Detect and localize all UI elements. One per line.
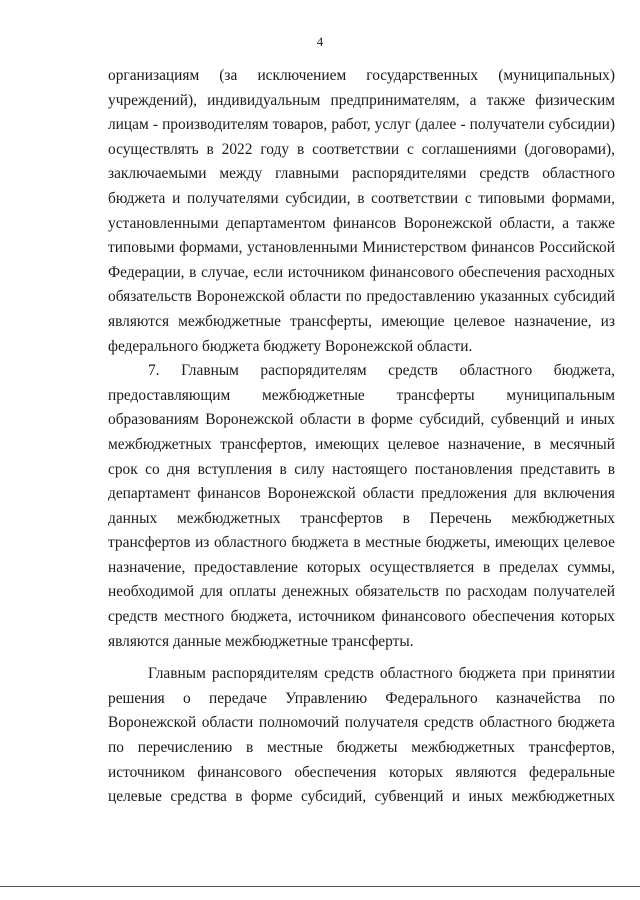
paragraph-item-7: 7. Главным распорядителям средств областного бюджета, предоставляющим межбюджетные трансферты муниципальным образованиям Воронежской области в форме субсидий, субвенций и иных межбюджетных трансфертов, имеющих целевое назначение, в месячный срок со дня вступления в силу настоящего постановления представить в департамент финансов Воронежской области предложения для включения данных межбюджетных трансфертов в Перечень межбюджетных трансфертов из областного бюджета в местные бюджеты, имеющих целевое назначение, предоставление которых осуществляется в пределах суммы, необходимой для оплаты денежных обязательств по расходам получателей средств местного бюджета, источником финансового обеспечения которых являются данные межбюджетные трансферты. (108, 362, 615, 650)
page-number: 4 (316, 34, 324, 49)
bottom-rule (0, 886, 640, 887)
paragraph-main-managers: Главным распорядителям средств областного бюджета при принятии решения о передаче Управлению Федерального казначейства по Воронежской области полномочий получателя средств областного бюджета по перечислению в местные бюджеты межбюджетных трансфертов, источником финансового обеспечения которых являются федеральные целевые средства в форме субсидий, субвенций и иных межбюджетных (108, 665, 615, 806)
document-body (108, 64, 615, 810)
paragraph-continuation: организациям (за исключением государственных (муниципальных) учреждений), индивидуальным предпринимателям, а также физическим лицам - производителям товаров, работ, услуг (далее - получатели субсидии) осуществлять в 2022 году в соответствии с соглашениями (договорами), заключаемыми между главными распорядителями средств областного бюджета и получателями субсидии, в соответствии с типовыми формами, установленными департаментом финансов Воронежской области, а также типовыми формами, установленными Министерством финансов Российской Федерации, в случае, если источником финансового обеспечения расходных обязательств Воронежской области по предоставлению указанных субсидий являются межбюджетные трансферты, имеющие целевое назначение, из федерального бюджета бюджету Воронежской области. (108, 67, 615, 355)
